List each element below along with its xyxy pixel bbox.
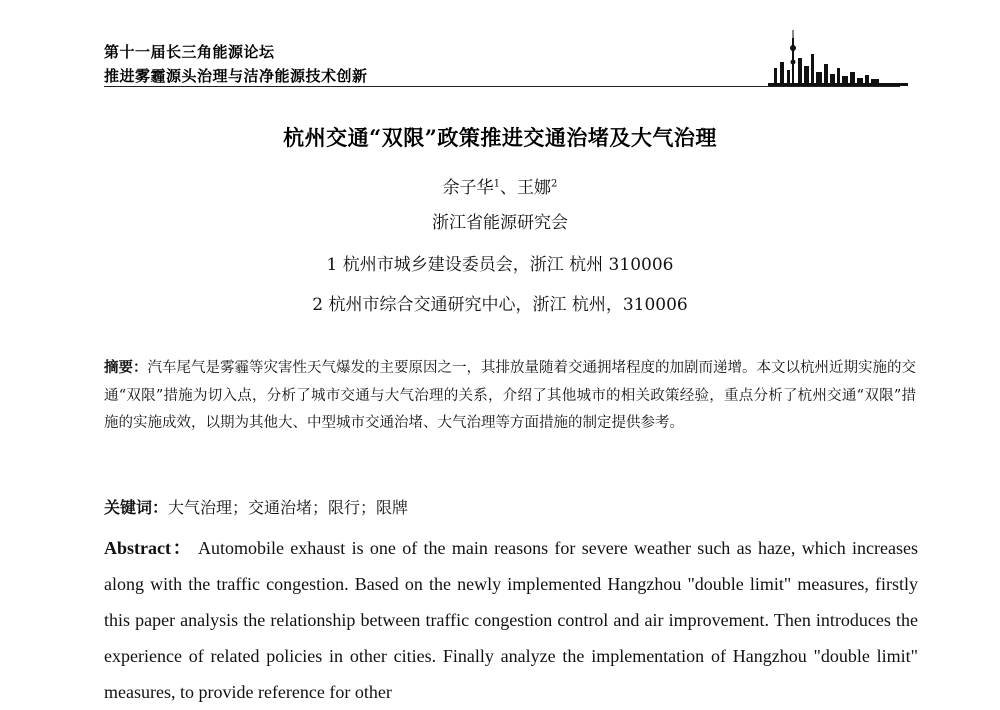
keywords xyxy=(104,495,408,518)
affiliation-1: 1 杭州市城乡建设委员会，浙江 杭州 310006 xyxy=(326,255,674,275)
author-1: 余子华 xyxy=(442,178,494,198)
conference-theme: 推进雾霾源头治理与洁净能源技术创新 xyxy=(104,67,368,85)
authors xyxy=(0,173,1000,198)
abstract-chinese-text: 汽车尾气是雾霾等灾害性天气爆发的主要原因之一，其排放量随着交通拥堵程度的加剧而递增。本文以杭州近期实施的交通“双限”措施为切入点，分析了城市交通与大气治理的关系，介绍了其他城市的相关政策经验，重点分析了杭州交通“双限”措施的实施成效，以期为其他大、中型城市交通治堵、大气治理等方面措施的制定提供参考。 xyxy=(104,360,916,431)
abstract-english-text: Automobile exhaust is one of the main reasons for severe weather such as haze, which increases along with the traffic congestion. Based on the newly implemented Hangzhou "double limit" measures, firstly this paper analysis the relationship between traffic congestion control and air improvement. Then introduces the experience of related policies in other cities. Finally analyze the implementation of Hangzhou "double limit" measures, to provide reference for other xyxy=(104,538,918,702)
affiliation-2: 2 杭州市综合交通研究中心，浙江 杭州，310006 xyxy=(312,295,688,315)
keywords-text: 大气治理；交通治堵；限行；限牌 xyxy=(168,498,409,517)
paper-title: 杭州交通“双限”政策推进交通治堵及大气治理 xyxy=(283,125,717,150)
skyline-logo-icon xyxy=(768,28,908,88)
author-1-affiliation-mark: 1 xyxy=(493,178,500,190)
author-2: 王娜 xyxy=(517,178,551,198)
abstract-chinese xyxy=(104,355,916,438)
conference-header xyxy=(104,40,368,88)
abstract-chinese-label: 摘要： xyxy=(104,360,148,376)
conference-title: 第十一届长三角能源论坛 xyxy=(104,43,275,61)
organization: 浙江省能源研究会 xyxy=(432,213,568,233)
abstract-english xyxy=(104,530,918,710)
author-separator: 、 xyxy=(500,178,517,198)
header-divider xyxy=(104,86,900,87)
keywords-label: 关键词： xyxy=(104,498,169,517)
abstract-english-label: Abstract： xyxy=(104,538,193,558)
author-2-affiliation-mark: 2 xyxy=(551,178,558,190)
